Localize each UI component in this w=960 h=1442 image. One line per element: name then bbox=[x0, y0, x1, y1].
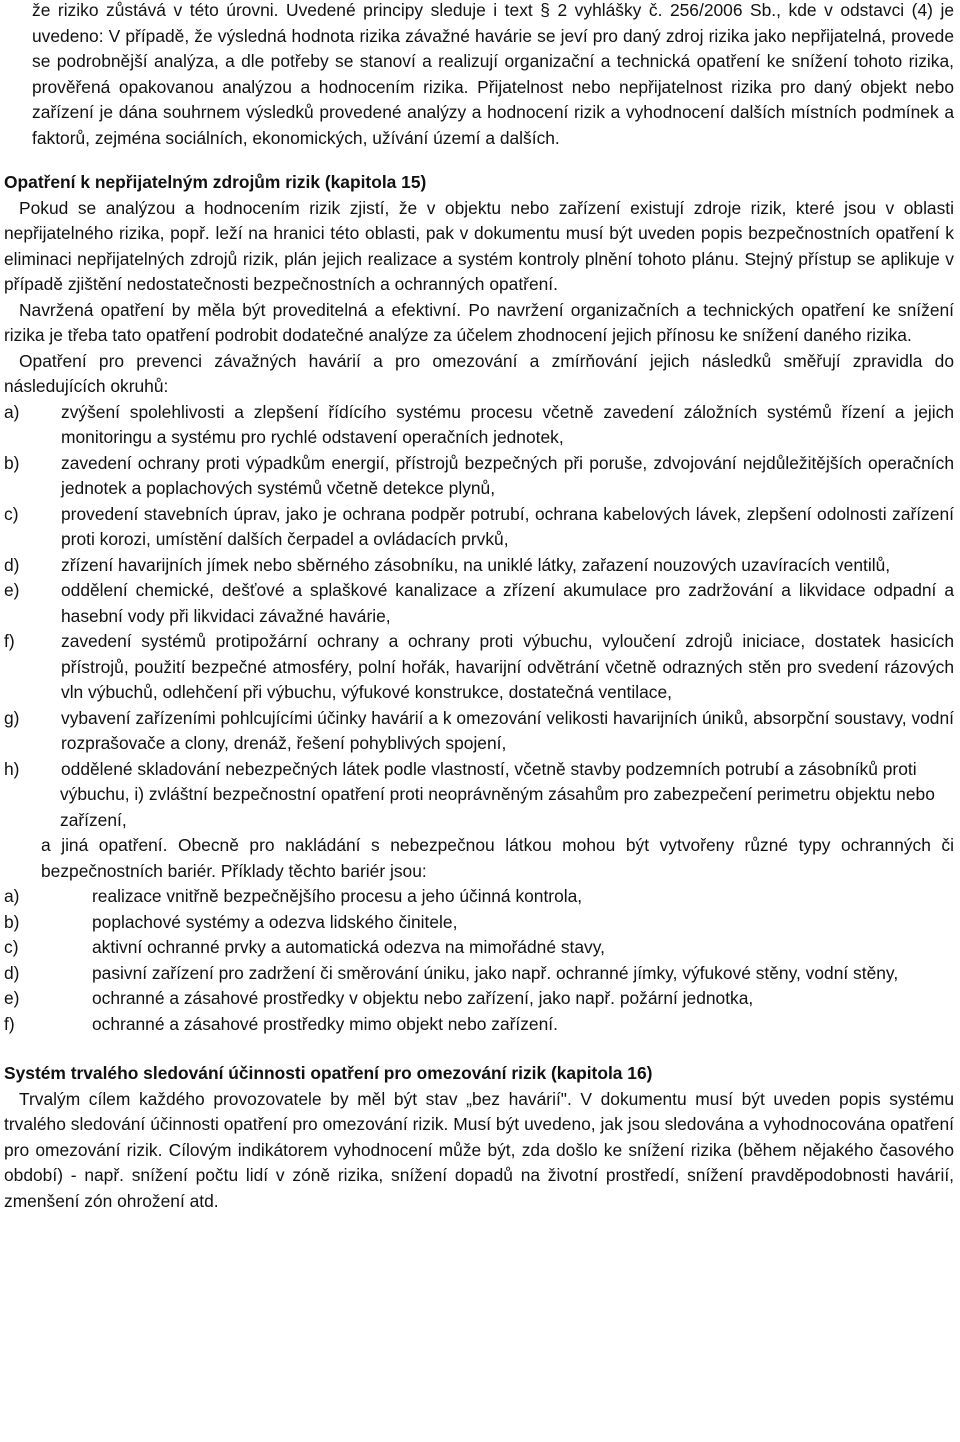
list-marker: e) bbox=[4, 988, 20, 1008]
list-continuation: výbuchu, i) zvláštní bezpečnostní opatření proti neoprávněným zásahům pro zabezpečení perimetru objektu nebo zařízení, bbox=[60, 784, 935, 830]
list-item-text: vybavení zařízeními pohlcujícími účinky havárií a k omezování velikosti havarijních úniků, absorpční soustavy, vodní rozprašovače a clony, drenáž, řešení pohyblivých spojení, bbox=[61, 707, 954, 753]
list-item-text: ochranné a zásahové prostředky v objektu nebo zařízení, jako např. požární jednotka, bbox=[92, 988, 754, 1008]
measures-list bbox=[4, 400, 954, 783]
barriers-list bbox=[4, 884, 954, 1037]
list-item-text: zvýšení spolehlivosti a zlepšení řídícího systému procesu včetně zavedení záložních systémů řízení a jejich monitoringu a systému pro rychlé odstavení operačních jednotek, bbox=[61, 401, 954, 447]
list-item-text: zavedení systémů protipožární ochrany a ochrany proti výbuchu, vyloučení zdrojů iniciace, dostatek hasicích přístrojů, použití bezpečné atmosféry, polní hořák, havarijní odvětrání včetně odrazných stěn pro svedení rázových vln výbuchů, odlehčení při výbuchu, výfukové konstrukce, dostatečná ventilace, bbox=[61, 631, 954, 702]
section15-paragraph-2: Navržená opatření by měla být proveditelná a efektivní. Po navržení organizačních a technických opatření ke snížení rizika je třeba tato opatření podrobit dodatečné analýze za účelem zhodnocení jejich přínosu ke snížení daného rizika. bbox=[4, 299, 954, 345]
list-item bbox=[4, 757, 954, 783]
barriers-intro: a jiná opatření. Obecně pro nakládání s nebezpečnou látkou mohou být vytvořeny různé typy ochranných či bezpečnostních bariér. Příklady těchto bariér jsou: bbox=[41, 835, 954, 881]
list-item-text: oddělení chemické, dešťové a splaškové kanalizace a zřízení akumulace pro zadržování a likvidace odpadní a hasební vody při likvidaci závažné havárie, bbox=[61, 580, 954, 626]
list-item-text: poplachové systémy a odezva lidského činitele, bbox=[92, 911, 458, 932]
section-heading-16: Systém trvalého sledování účinnosti opatření pro omezování rizik (kapitola 16) bbox=[4, 1063, 653, 1083]
list-item bbox=[4, 451, 954, 502]
list-item-text: pasivní zařízení pro zadržení či směrování úniku, jako např. ochranné jímky, výfukové stěny, vodní stěny, bbox=[92, 962, 899, 983]
list-item bbox=[4, 578, 954, 629]
list-item-text: realizace vnitřně bezpečnějšího procesu a jeho účinná kontrola, bbox=[92, 886, 583, 906]
document-page bbox=[4, 0, 954, 1214]
list-marker: b) bbox=[4, 911, 20, 932]
list-item bbox=[4, 706, 954, 757]
list-item bbox=[4, 986, 954, 1012]
list-marker: f) bbox=[4, 1013, 15, 1034]
intro-paragraph: že riziko zůstává v této úrovni. Uvedené principy sleduje i text § 2 vyhlášky č. 256/2006 Sb., kde v odstavci (4) je uvedeno: V případě, že výsledná hodnota rizika závažné havárie se jeví pro daný zdroj rizika jako nepřijatelná, provede se podrobnější analýza, a dle potřeby se stanoví a realizují organizační a technická opatření ke snížení tohoto rizika, prověřená opakovanou analýzou a hodnocením rizika. Přijatelnost nebo nepřijatelnost rizika pro daný objekt nebo zařízení je dána souhrnem výsledků provedené analýzy a hodnocení rizik a vyhodnocení dalších místních podmínek a faktorů, zejména sociálních, ekonomických, užívání území a dalších. bbox=[32, 0, 954, 148]
list-marker: b) bbox=[4, 452, 20, 473]
list-item-text: zřízení havarijních jímek nebo sběrného zásobníku, na uniklé látky, zařazení nouzových uzavíracích ventilů, bbox=[61, 554, 891, 575]
list-marker: d) bbox=[4, 554, 20, 575]
list-item-text: aktivní ochranné prvky a automatická odezva na mimořádné stavy, bbox=[92, 937, 605, 957]
list-item bbox=[4, 1012, 954, 1038]
list-marker: d) bbox=[4, 962, 20, 983]
list-item bbox=[4, 935, 954, 961]
list-marker: c) bbox=[4, 503, 19, 524]
list-marker: e) bbox=[4, 580, 20, 600]
list-item bbox=[4, 961, 954, 987]
section-heading-15: Opatření k nepřijatelným zdrojům rizik (kapitola 15) bbox=[4, 172, 427, 192]
section16-paragraph-1: Trvalým cílem každého provozovatele by měl být stav „bez havárií". V dokumentu musí být uveden popis systému trvalého sledování účinnosti opatření pro omezování rizik. Musí být uvedeno, jak jsou sledována a vyhodnocována opatření pro omezování rizik. Cílovým indikátorem vyhodnocení může být, zda došlo ke snížení rizika (během nějakého časového období) - např. snížení počtu lidí v zóně rizika, snížení dopadů na životní prostředí, snížení pravděpodobnosti havárií, zmenšení zón ohrožení atd. bbox=[4, 1088, 954, 1211]
list-item bbox=[4, 502, 954, 553]
list-item-text: oddělené skladování nebezpečných látek podle vlastností, včetně stavby podzemních potrubí a zásobníků proti bbox=[61, 758, 917, 779]
list-marker: a) bbox=[4, 886, 20, 906]
list-item bbox=[4, 884, 954, 910]
section15-paragraph-3: Opatření pro prevenci závažných havárií a pro omezování a zmírňování jejich následků směřují zpravidla do následujících okruhů: bbox=[4, 350, 954, 396]
list-marker: f) bbox=[4, 631, 15, 651]
list-item-text: ochranné a zásahové prostředky mimo objekt nebo zařízení. bbox=[92, 1013, 558, 1034]
section15-paragraph-1: Pokud se analýzou a hodnocením rizik zjistí, že v objektu nebo zařízení existují zdroje rizik, které jsou v oblasti nepřijatelného rizika, popř. leží na hranici této oblasti, pak v dokumentu musí být uveden popis bezpečnostních opatření k eliminaci nepřijatelných zdrojů rizik, plán jejich realizace a systém kontroly plnění tohoto plánu. Stejný přístup se aplikuje v případě zjištění nedostatečnosti bezpečnostních a ochranných opatření. bbox=[4, 197, 954, 294]
list-marker: h) bbox=[4, 758, 20, 779]
list-item bbox=[4, 910, 954, 936]
list-marker: g) bbox=[4, 707, 20, 728]
list-marker: c) bbox=[4, 937, 19, 957]
list-marker: a) bbox=[4, 401, 20, 422]
list-item-text: provedení stavebních úprav, jako je ochrana podpěr potrubí, ochrana kabelových lávek, zlepšení odolnosti zařízení proti korozi, umístění dalších čerpadel a ovládacích prvků, bbox=[61, 503, 954, 549]
list-item bbox=[4, 400, 954, 451]
list-item bbox=[4, 629, 954, 706]
list-item-text: zavedení ochrany proti výpadkům energií, přístrojů bezpečných při poruše, zdvojování nejdůležitějších operačních jednotek a poplachových systémů včetně detekce plynů, bbox=[61, 452, 954, 498]
list-item bbox=[4, 553, 954, 579]
